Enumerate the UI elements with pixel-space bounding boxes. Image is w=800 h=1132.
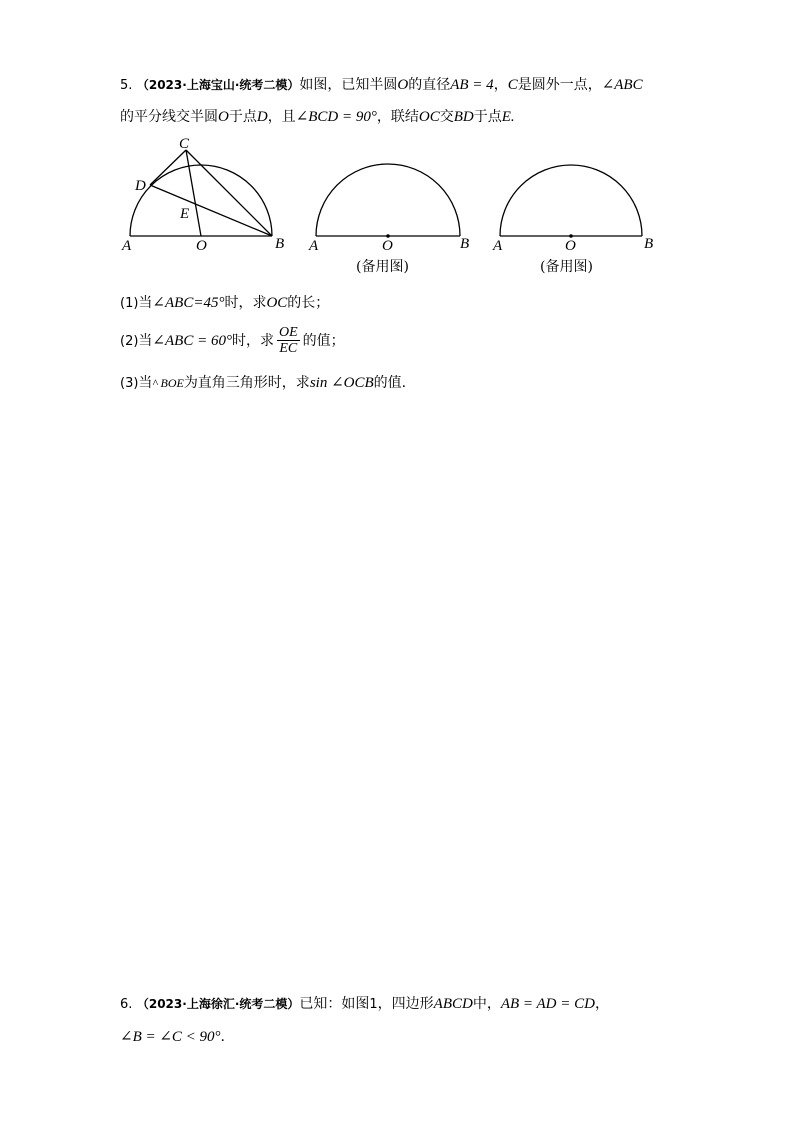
spare1-label-B: B — [460, 236, 470, 252]
spare2-label-B: B — [644, 236, 654, 252]
label-O: O — [196, 238, 207, 254]
q5-line2: 的平分线交半圆O于点D，且∠BCD = 90°，联结OC交BD于点E. — [120, 109, 515, 125]
spare1-label-O: O — [382, 238, 393, 254]
question-source: （2023·上海徐汇·统考二模） — [136, 997, 300, 1011]
q5-line1: 5. （2023·上海宝山·统考二模）如图，已知半圆O的直径AB = 4，C是圆外一点，∠ABC — [120, 77, 643, 93]
label-C: C — [179, 136, 190, 152]
spare2-label-A: A — [493, 238, 503, 254]
spare2-caption: (备用图) — [540, 259, 593, 275]
label-D: D — [135, 178, 146, 194]
label-E: E — [180, 206, 190, 222]
q6-line1: 6. （2023·上海徐汇·统考二模）已知：如图1，四边形ABCD中，AB = AD = CD， — [120, 996, 609, 1012]
question-source: （2023·上海宝山·统考二模） — [136, 78, 300, 92]
q5-part2: (2)当∠ABC = 60°时，求 $\frac{OE}{EC}$ 的值； — [120, 325, 345, 356]
fraction-OE-EC: $\frac{OE}{EC}$ — [278, 325, 298, 356]
spare1-caption: (备用图) — [356, 259, 409, 275]
q5-part3: (3)当^ BOE为直角三角形时，求sin ∠OCB的值. — [120, 375, 407, 391]
q6-line2: ∠B = ∠C < 90°. — [120, 1029, 225, 1045]
main-figure — [130, 150, 272, 236]
spare-figure-1 — [316, 164, 460, 236]
spare1-semicircle — [316, 164, 460, 236]
label-B: B — [275, 236, 285, 252]
segment-DB — [150, 185, 272, 236]
main-semicircle — [130, 165, 272, 236]
spare-figure-2 — [500, 165, 642, 236]
q5-part1: (1)当∠ABC=45°时，求OC的长； — [120, 295, 330, 311]
spare2-label-O: O — [565, 238, 576, 254]
spare1-label-A: A — [309, 238, 319, 254]
question-number: 5. — [120, 78, 133, 93]
spare2-semicircle — [500, 165, 642, 236]
label-A: A — [122, 238, 132, 254]
question-number: 6. — [120, 997, 133, 1012]
